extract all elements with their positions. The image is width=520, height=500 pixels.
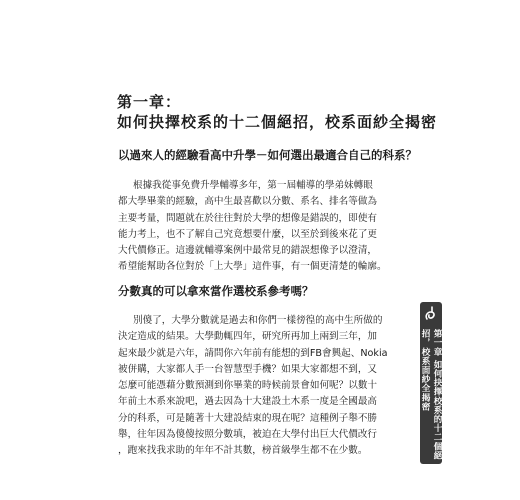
paragraph-line: 決定造成的結果。大學動輒四年，研究所再加上兩到三年，加 bbox=[118, 331, 378, 343]
chapter-side-tab bbox=[420, 302, 442, 464]
paragraph-line: 別傻了，大學分數就是過去和你們一樣徬徨的高中生所做的 bbox=[133, 315, 383, 326]
paragraph-line: 主要考量，問題就在於往往對於大學的想像是錯誤的，即使有 bbox=[118, 212, 378, 224]
paragraph-line: 怎麼可能憑藉分數預測到你畢業的時候前景會如何呢？以數十 bbox=[118, 380, 378, 392]
paragraph-line: 都大學畢業的經驗，高中生最喜歡以分數、系名、排名等做為 bbox=[118, 196, 378, 208]
paragraph-line: 起來最少就是六年，請問你六年前有能想的到FB會興起、Nokia bbox=[118, 347, 388, 359]
paragraph-line: 希望能幫助各位對於「上大學」這件事，有一個更清楚的輪廓。 bbox=[118, 261, 387, 273]
paragraph-line: 大代價修正。這邊就輔導案例中最常見的錯誤想像予以澄清， bbox=[118, 245, 378, 257]
paragraph bbox=[118, 178, 408, 276]
section-heading: 以過來人的經驗看高中升學－如何選出最適合自己的科系？ bbox=[118, 148, 417, 162]
chapter-mark-icon bbox=[424, 306, 438, 326]
paragraph-line: ，跑來找我求助的年年不計其數，榜首級學生都不在少數。 bbox=[118, 445, 368, 457]
paragraph-line: 分的科系，可是隨著十大建設結束的現在呢？這種例子舉不勝 bbox=[118, 412, 378, 424]
paragraph bbox=[118, 313, 408, 460]
paragraph-line: 年前土木系來說吧，過去因為十大建設土木系一度是全國最高 bbox=[118, 396, 378, 408]
paragraph-line: 根據我從事免費升學輔導多年，第一屆輔導的學弟妹轉眼 bbox=[133, 180, 373, 191]
paragraph-line: 被併購，大家都人手一台智慧型手機？如果大家都想不到，又 bbox=[118, 363, 378, 375]
section-heading: 分數真的可以拿來當作選校系參考嗎？ bbox=[118, 284, 314, 298]
chapter-title bbox=[117, 92, 437, 132]
side-tab-text: 第一章 如何抉擇校系的十二個絕招，校系面紗全揭密 bbox=[420, 329, 442, 460]
paragraph-line: 舉，往年因為傻傻按照分數填，被迫在大學付出巨大代價改行 bbox=[118, 429, 378, 441]
chapter-subtitle: 如何抉擇校系的十二個絕招，校系面紗全揭密 bbox=[117, 113, 438, 131]
chapter-number: 第一章： bbox=[117, 93, 182, 111]
paragraph-line: 能力考上，也不了解自己究竟想要什麼，以至於到後來花了更 bbox=[118, 228, 378, 240]
